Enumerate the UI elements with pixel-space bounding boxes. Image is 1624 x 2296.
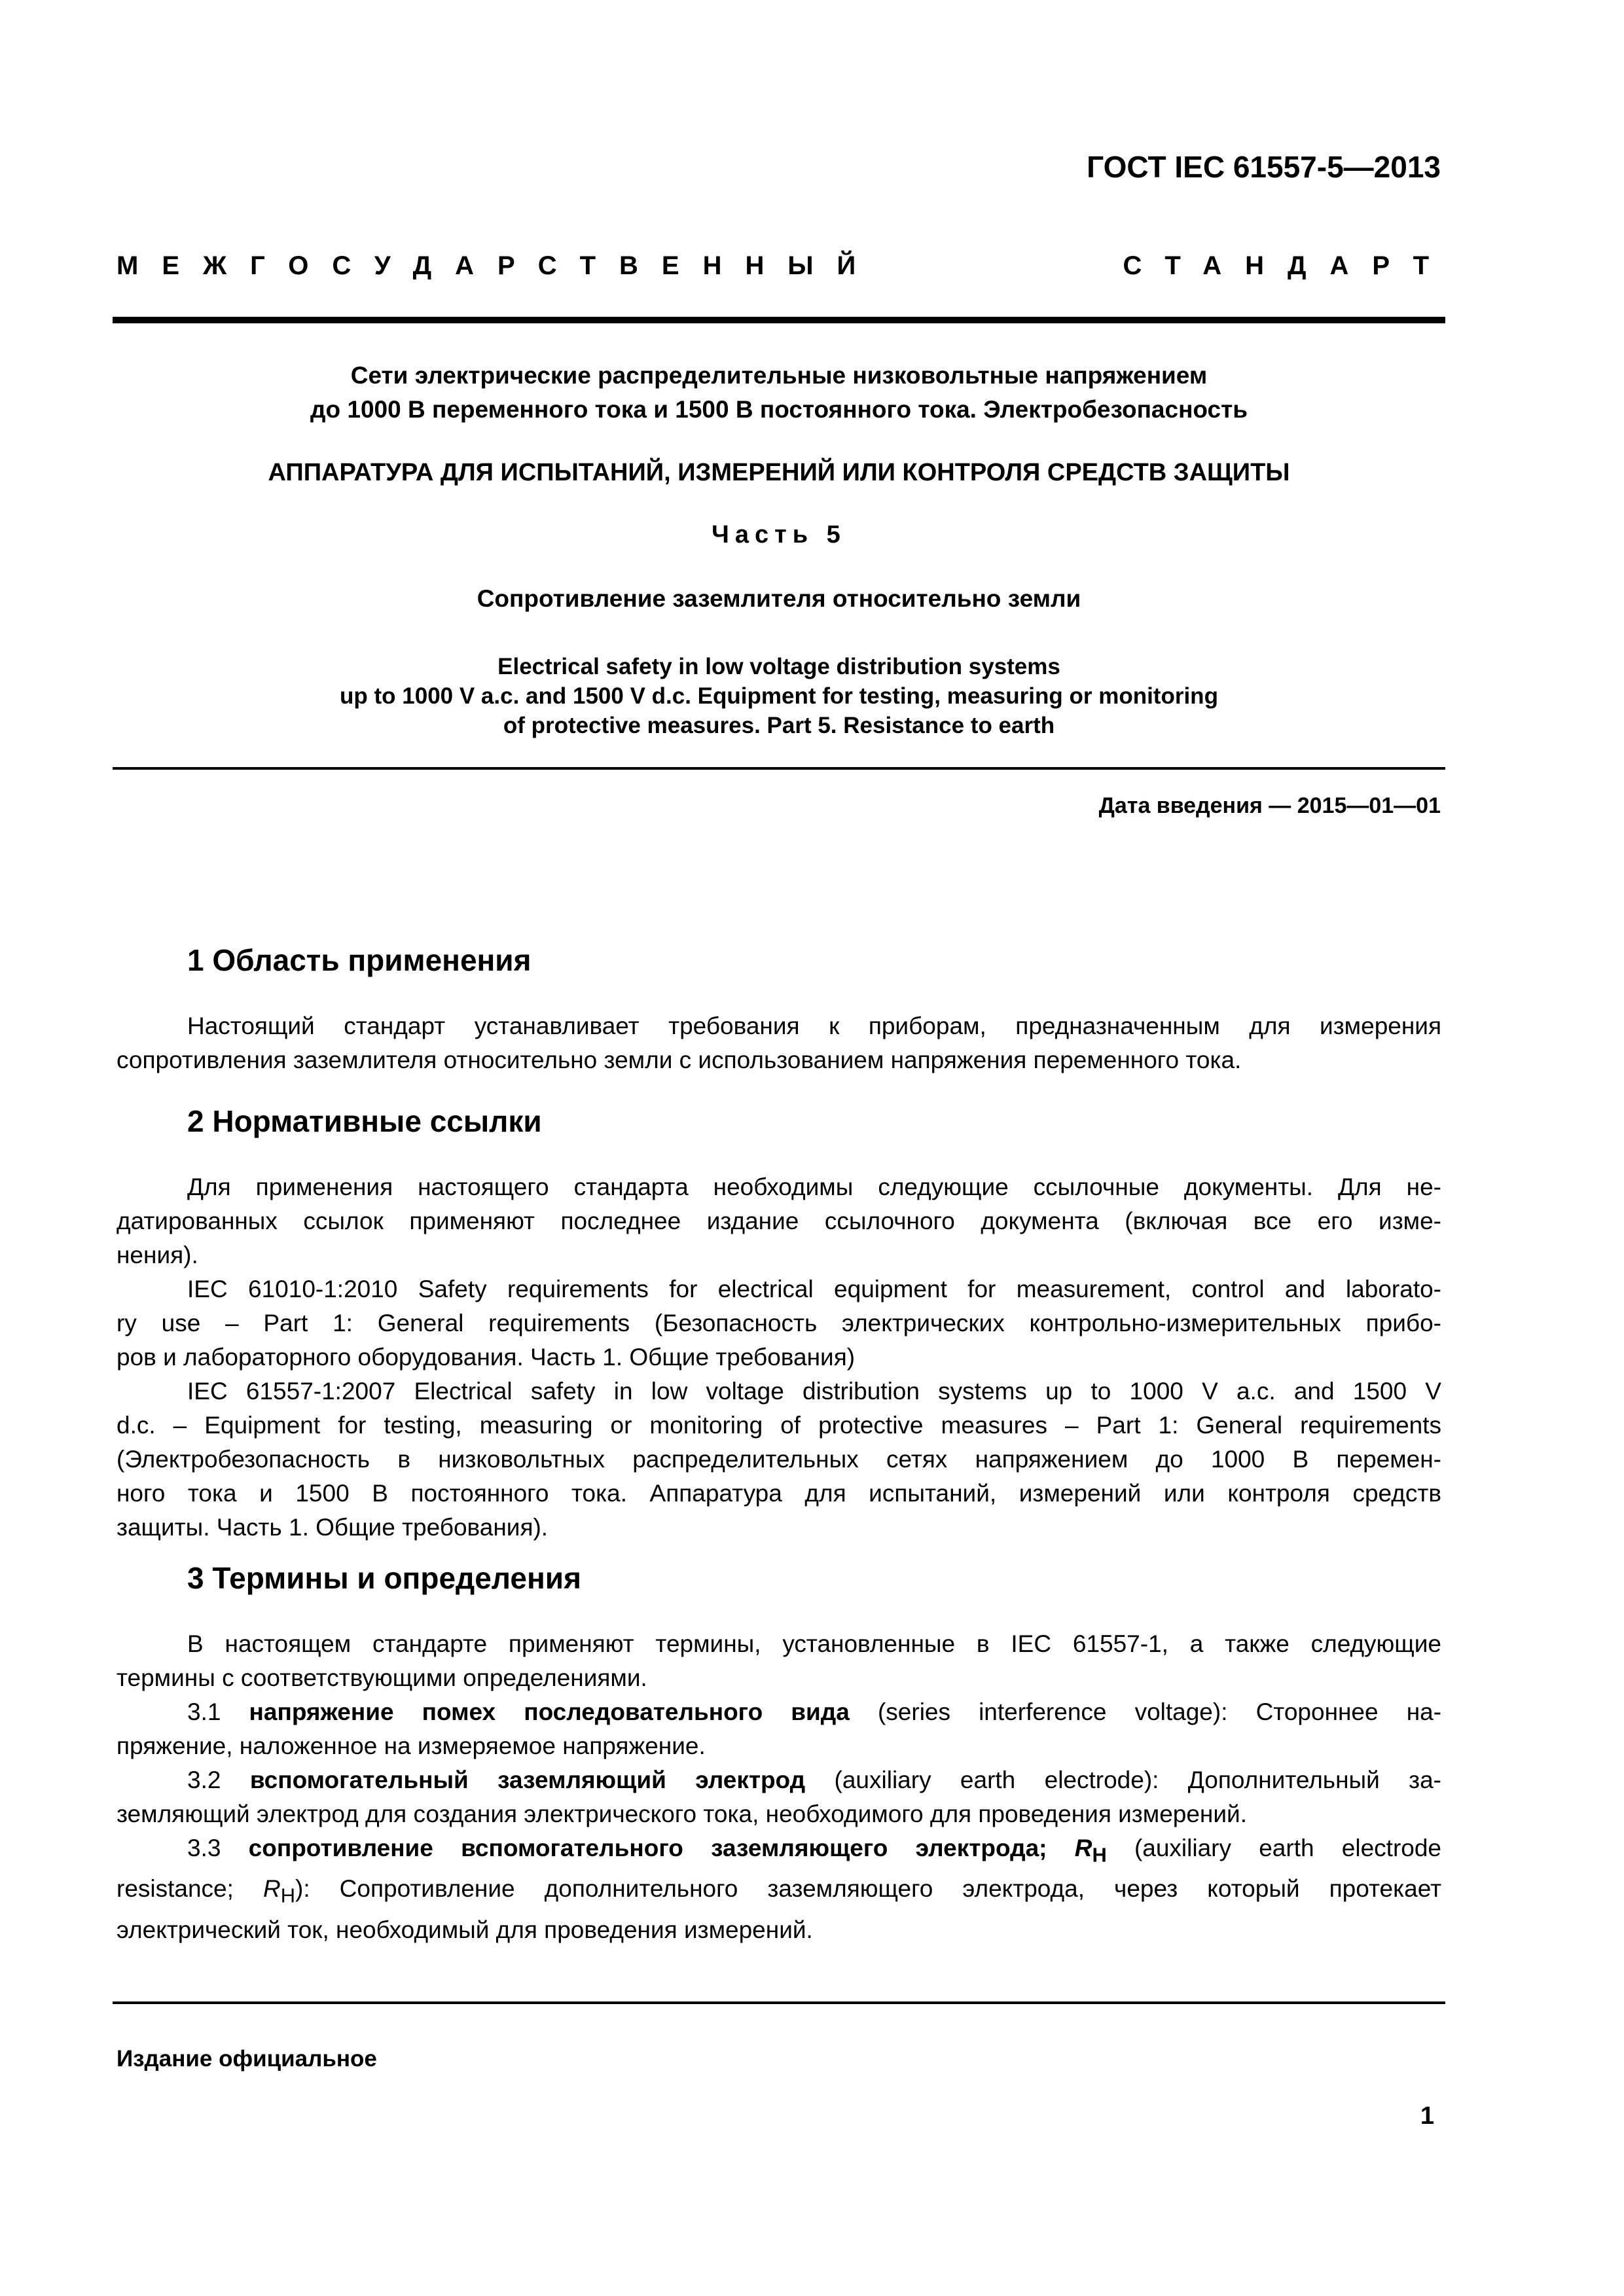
term-3-2-name: вспомогательный заземляющий электрод — [249, 1767, 806, 1793]
term-3-2: 3.2 вспомогательный заземляющий электрод (auxiliary earth electrode): Дополнительный за- земляющий электрод для создания электрического тока, необходимого для проведения измерений. — [117, 1767, 1442, 1827]
title-ru-line-1: Сети электрические распределительные низковольтные напряжением — [350, 362, 1208, 389]
term-3-3-name: сопротивление вспомогательного заземляющего электрода; — [248, 1835, 1047, 1861]
section-1-heading: 1 Область применения — [187, 943, 532, 977]
footer-rule — [113, 2001, 1445, 2004]
section-2-paragraph-1: Для применения настоящего стандарта необходимы следующие ссылочные документы. Для не- датированных ссылок применяют последнее издание ссылочного документа (включая все его изме- нения). — [117, 1174, 1441, 1268]
title-rule — [113, 767, 1445, 770]
official-edition-label: Издание официальное — [117, 2046, 377, 2072]
title-english — [113, 652, 1445, 740]
section-2-reference-iec-61010: IEC 61010-1:2010 Safety requirements for electrical equipment for measurement, control and laborato- ry use – Part 1: General requirements (Безопасность электрических контрольно-измерительных прибо- ров и лабораторного оборудования. Часть 1. Общие требования) — [117, 1276, 1441, 1371]
title-en-line-2: up to 1000 V a.c. and 1500 V d.c. Equipment for testing, measuring or monitoring — [340, 683, 1218, 709]
title-ru-line-2: до 1000 В переменного тока и 1500 В постоянного тока. Электробезопасность — [310, 396, 1248, 423]
standard-designation: ГОСТ IEC 61557-5—2013 — [1087, 150, 1441, 184]
header-rule — [113, 317, 1445, 323]
standard-type-interstate: МЕЖГОСУДАРСТВЕННЫЙ — [117, 251, 880, 280]
title-en-line-3: of protective measures. Part 5. Resistance to earth — [503, 713, 1055, 738]
term-3-3: 3.3 сопротивление вспомогательного заземляющего электрода; $R_H$ (auxiliary earth electrode resistance; $R_H$): Сопротивление дополнительного заземляющего электрода, через который протекает электрический ток, необходимый для проведения измерений. — [117, 1835, 1442, 1943]
page-number: 1 — [1420, 2102, 1434, 2130]
section-2-heading: 2 Нормативные ссылки — [187, 1104, 542, 1138]
section-1-paragraph: Настоящий стандарт устанавливает требования к приборам, предназначенным для измерения сопротивления заземлителя относительно земли с использованием напряжения переменного тока. — [117, 1013, 1441, 1073]
introduction-date: Дата введения — 2015—01—01 — [1098, 793, 1441, 818]
standard-type-standard: СТАНДАРТ — [1123, 251, 1453, 280]
section-3-paragraph: В настоящем стандарте применяют термины, установленные в IEC 61557-1, а также следующие термины с соответствующими определениями. — [117, 1630, 1441, 1691]
title-caps: АППАРАТУРА ДЛЯ ИСПЫТАНИЙ, ИЗМЕРЕНИЙ ИЛИ КОНТРОЛЯ СРЕДСТВ ЗАЩИТЫ — [268, 459, 1290, 486]
section-2-reference-iec-61557-1: IEC 61557-1:2007 Electrical safety in low voltage distribution systems up to 1000 V a.c. and 1500 V d.c. – Equipment for testing, measuring or monitoring of protective measures – Part 1: General requirements (Электробезопасность в низковольтных распределительных сетях напряжением до 1000 В перемен- ного тока и 1500 В постоянного тока. Аппаратура для испытаний, измерений или контроля средств защиты. Часть 1. Общие требования). — [117, 1378, 1441, 1541]
title-russian — [113, 359, 1445, 427]
part-label: Часть 5 — [712, 521, 846, 548]
title-en-line-1: Electrical safety in low voltage distribution systems — [497, 654, 1060, 679]
term-3-1-name: напряжение помех последовательного вида — [249, 1698, 850, 1725]
part-subtitle: Сопротивление заземлителя относительно земли — [477, 585, 1081, 612]
term-3-1: 3.1 напряжение помех последовательного вида (series interference voltage): Стороннее на- пряжение, наложенное на измеряемое напряжение. — [117, 1698, 1442, 1759]
section-3-heading: 3 Термины и определения — [187, 1561, 581, 1595]
